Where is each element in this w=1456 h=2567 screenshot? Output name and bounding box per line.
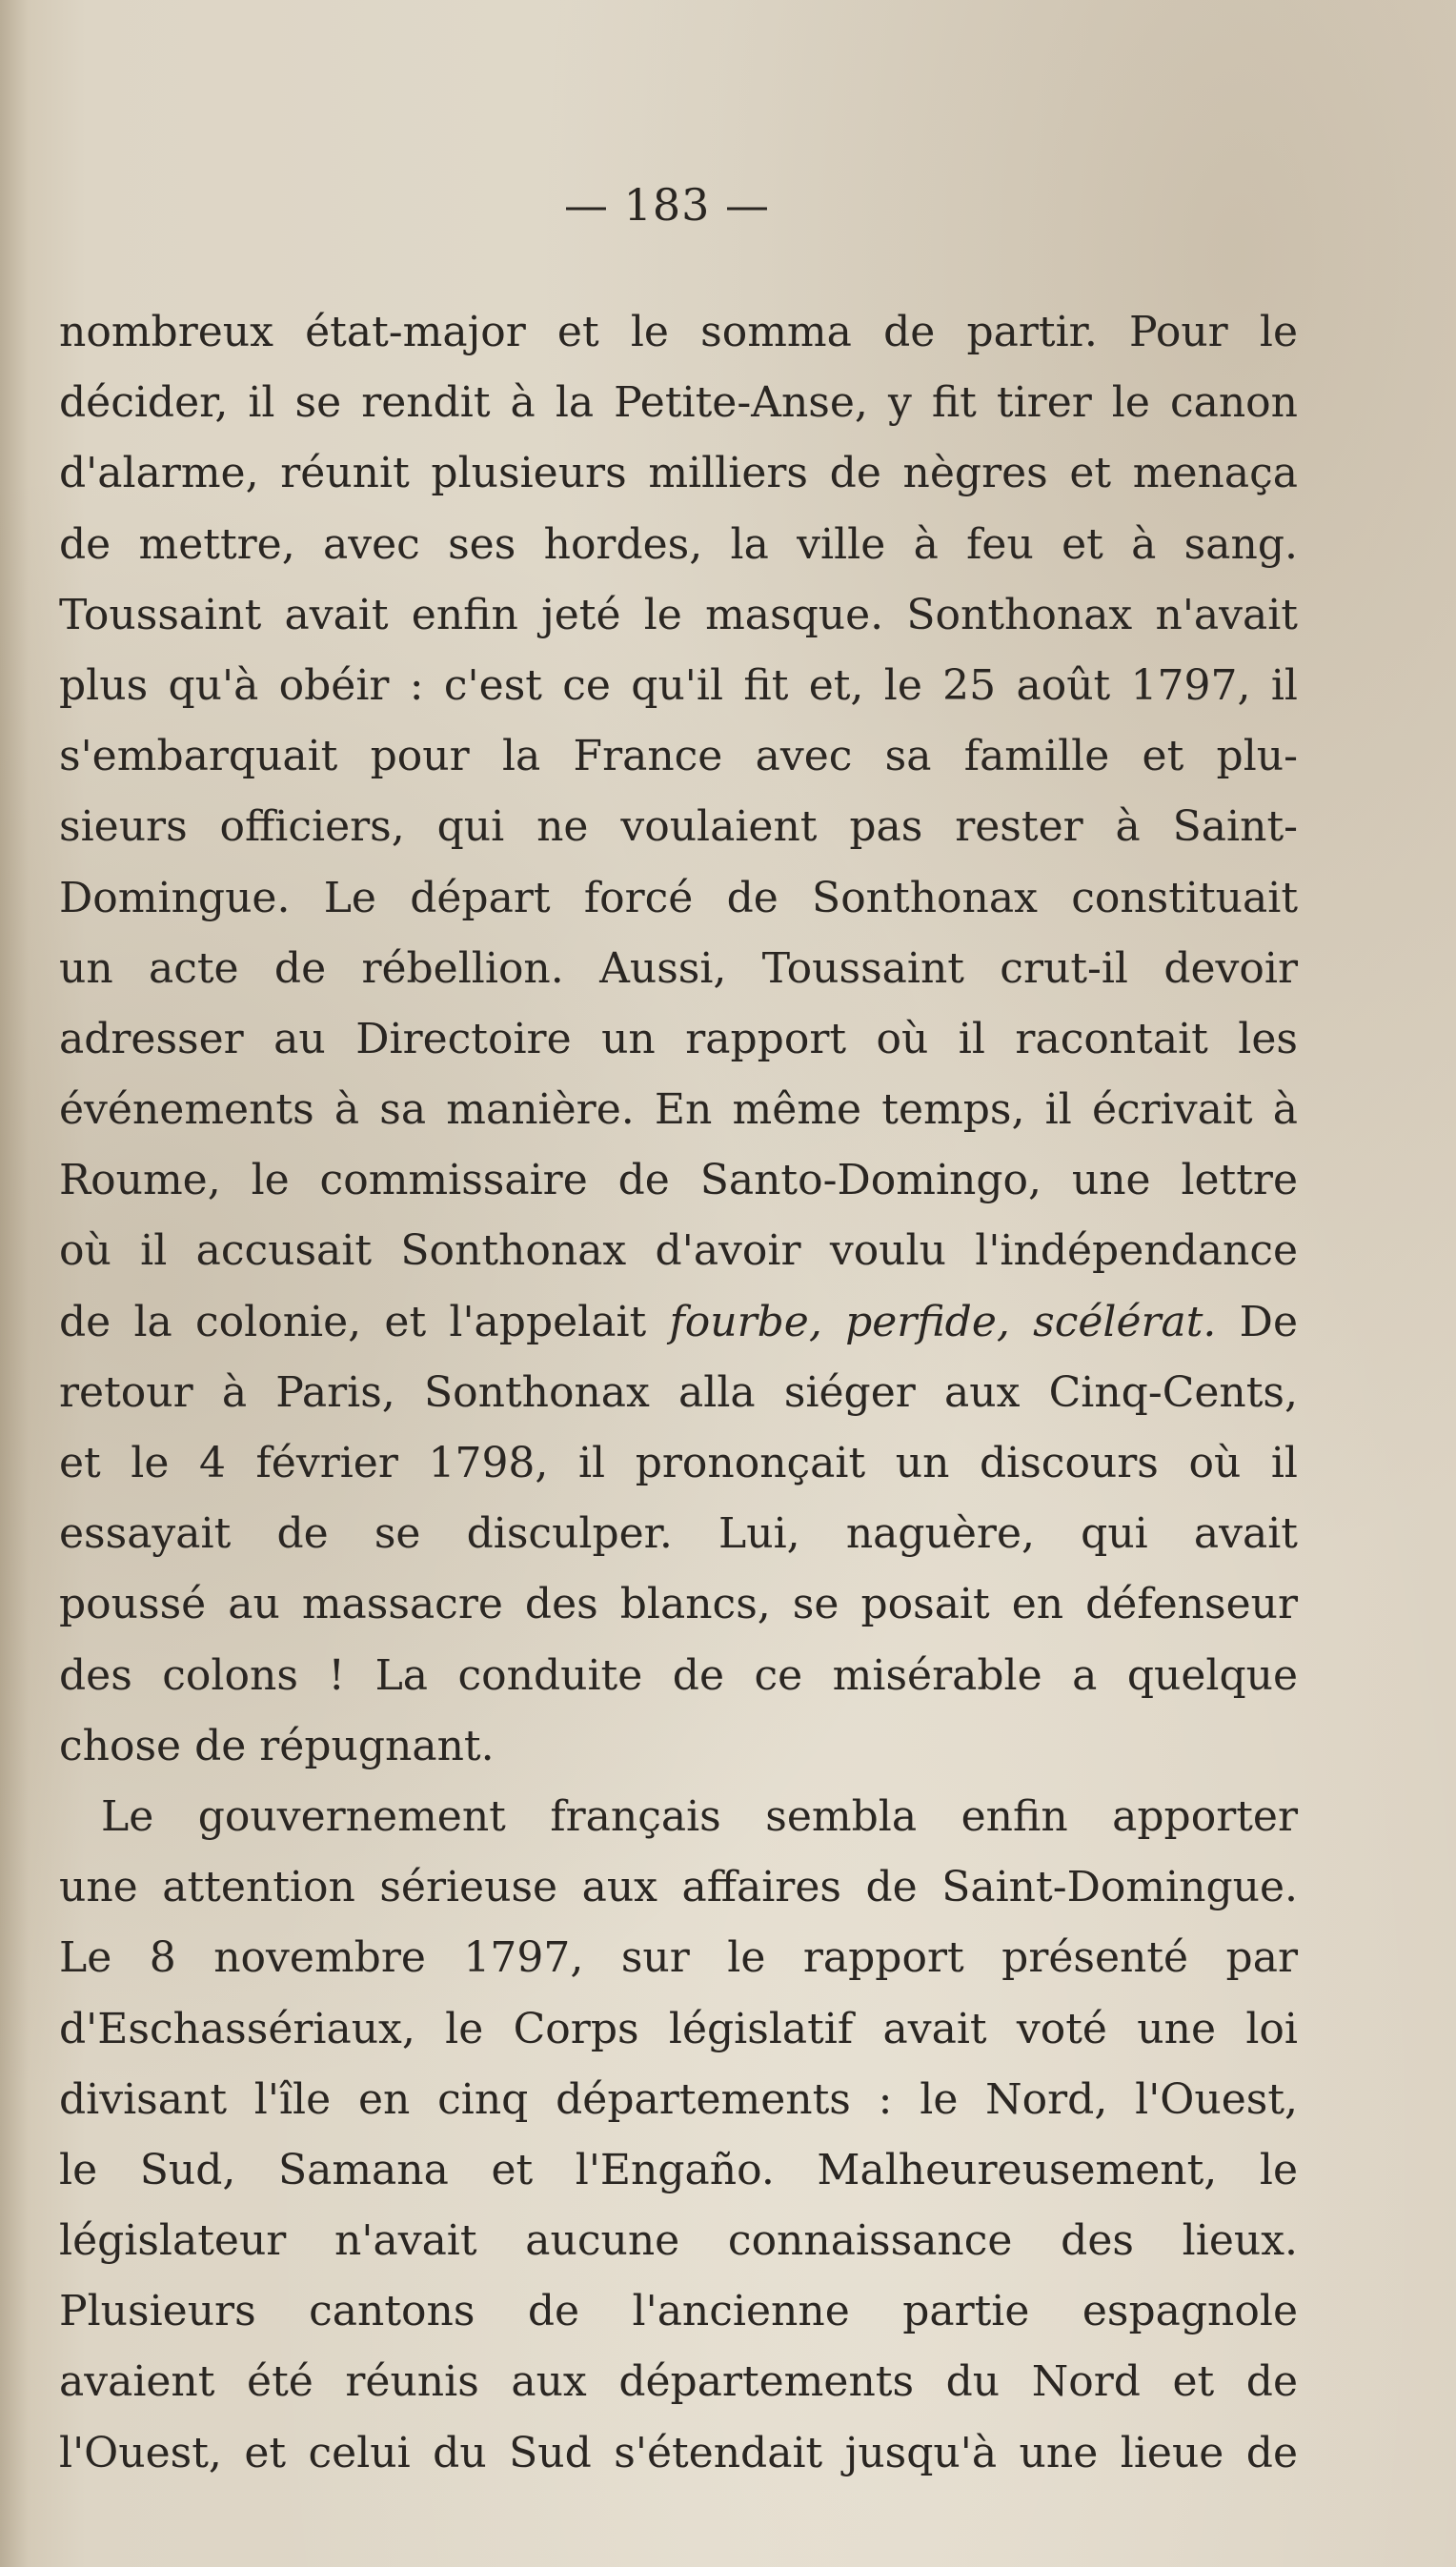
text-line: des colons ! La conduite de ce misérable a quelque [59, 1650, 1298, 1700]
text-line: poussé au massacre des blancs, se posait en défenseur [59, 1580, 1298, 1629]
text-line: adresser au Directoire un rapport où il racontait les [59, 1014, 1298, 1063]
text-line: une attention sérieuse aux affaires de Saint-Domingue. [59, 1863, 1298, 1912]
text-line: Le 8 novembre 1797, sur le rapport présenté par [59, 1933, 1298, 1983]
paragraph-start-line: Le gouvernement français sembla enfin apporter [101, 1791, 1298, 1841]
text-segment: De [1216, 1297, 1298, 1346]
paragraph-end-line: chose de répugnant. [59, 1721, 495, 1770]
text-line: de mettre, avec ses hordes, la ville à feu et à sang. [59, 519, 1298, 569]
text-line: l'Ouest, et celui du Sud s'étendait jusqu'à une lieue de [59, 2428, 1298, 2477]
text-line: Toussaint avait enfin jeté le masque. Sonthonax n'avait [59, 590, 1298, 639]
text-line: s'embarquait pour la France avec sa famille et plu- [59, 732, 1298, 781]
text-line: Roume, le commissaire de Santo-Domingo, une lettre [59, 1156, 1298, 1205]
text-line: d'alarme, réunit plusieurs milliers de nègres et menaça [59, 449, 1298, 498]
text-line: le Sud, Samana et l'Engaño. Malheureusement, le [59, 2145, 1298, 2194]
text-segment: de la colonie, et l'appelait [59, 1297, 670, 1346]
text-line: divisant l'île en cinq départements : le Nord, l'Ouest, [59, 2074, 1298, 2124]
text-line: décider, il se rendit à la Petite-Anse, y fit tirer le canon [59, 378, 1298, 428]
text-line: sieurs officiers, qui ne voulaient pas rester à Saint- [59, 802, 1298, 852]
text-line: Plusieurs cantons de l'ancienne partie espagnole [59, 2287, 1298, 2336]
text-line: retour à Paris, Sonthonax alla siéger aux Cinq-Cents, [59, 1367, 1298, 1417]
page-number: — 183 — [563, 179, 771, 231]
text-line: où il accusait Sonthonax d'avoir voulu l'indépendance [59, 1226, 1298, 1276]
text-line: essayait de se disculper. Lui, naguère, qui avait [59, 1509, 1298, 1559]
text-line: législateur n'avait aucune connaissance des lieux. [59, 2216, 1298, 2266]
text-line: plus qu'à obéir : c'est ce qu'il fit et, le 25 août 1797, il [59, 660, 1298, 710]
text-line: un acte de rébellion. Aussi, Toussaint crut-il devoir [59, 943, 1298, 993]
text-line: avaient été réunis aux départements du Nord et de [59, 2357, 1298, 2407]
text-line: d'Eschassériaux, le Corps législatif avait voté une loi [59, 2004, 1298, 2053]
text-line: événements à sa manière. En même temps, il écrivait à [59, 1085, 1298, 1135]
italic-epithets: fourbe, perfide, scélérat. [669, 1297, 1217, 1346]
text-line-italic-mix [59, 1287, 1298, 1358]
text-line: nombreux état-major et le somma de partir. Pour le [59, 308, 1298, 356]
body-text [59, 297, 1298, 2489]
text-line: Domingue. Le départ forcé de Sonthonax constituait [59, 873, 1298, 922]
text-line: et le 4 février 1798, il prononçait un discours où il [59, 1439, 1298, 1487]
